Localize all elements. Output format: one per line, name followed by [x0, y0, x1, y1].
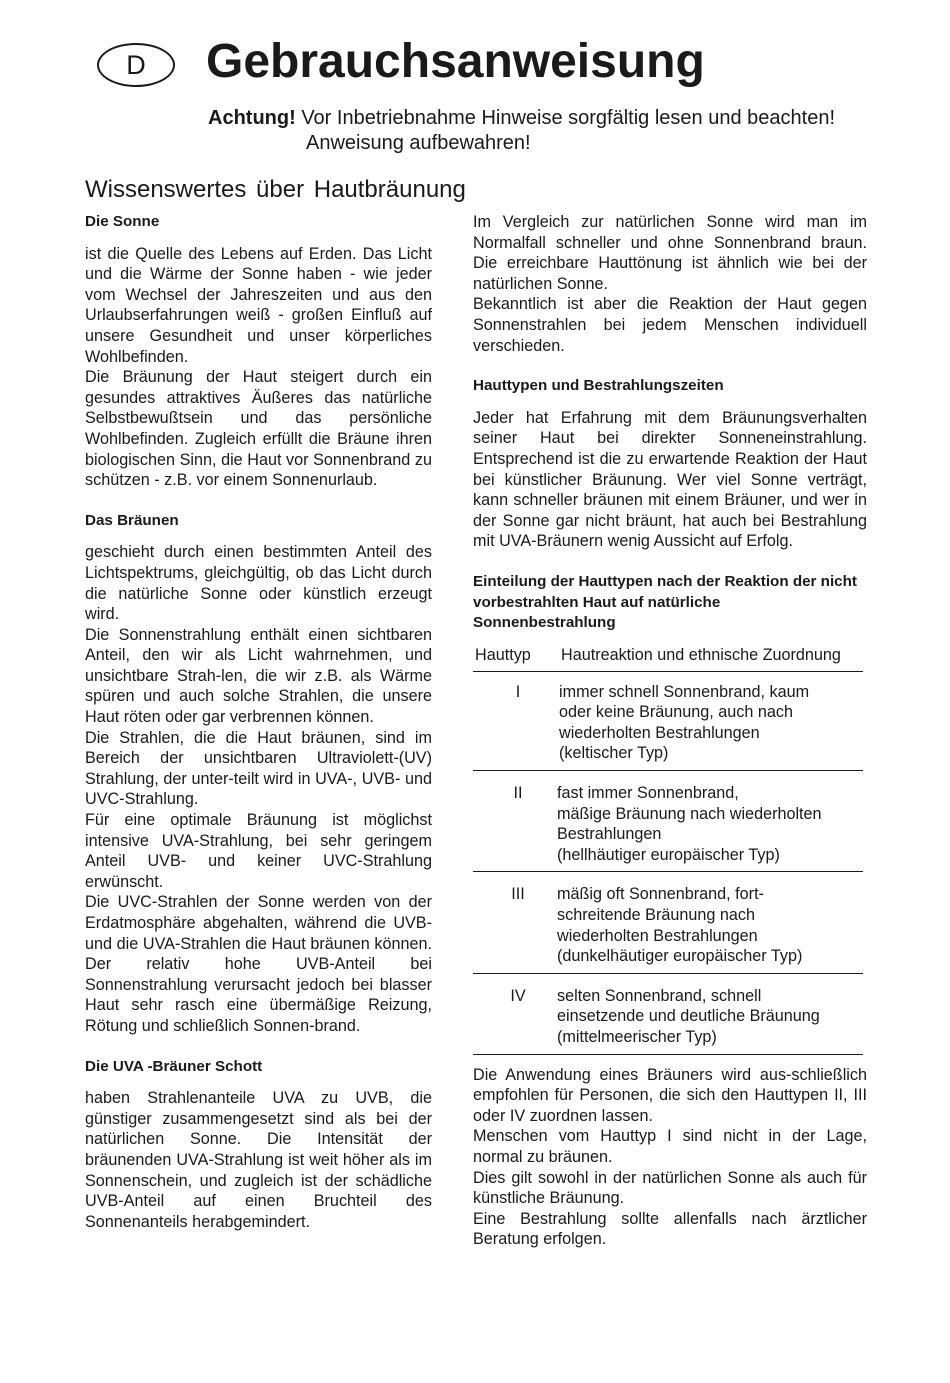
table-row: [473, 672, 863, 771]
table-cell-reaction: [557, 682, 863, 764]
warning-line-2: Anweisung aufbewahren!: [306, 132, 531, 154]
table-cell-reaction: [557, 884, 863, 966]
reaction-line: schreitende Bräunung nach: [557, 906, 755, 925]
reaction-line: (mittelmeerischer Typ): [557, 1028, 717, 1046]
reaction-line: wiederholten Bestrahlungen: [559, 723, 760, 742]
paragraph: Im Vergleich zur natürlichen Sonne wird man im Normalfall schneller und ohne Sonnenbrand braun. Die erreichbare Hauttönung ist ähnlich wie bei der natürlichen Sonne.: [473, 213, 867, 293]
heading-uva-braeuner: Die UVA -Bräuner Schott: [85, 1057, 263, 1075]
table-cell-reaction: [557, 986, 863, 1048]
paragraph: Dies gilt sowohl in der natürlichen Sonne als auch für künstliche Bräunung.: [473, 1168, 867, 1208]
reaction-line: mäßig oft Sonnenbrand, fort-: [557, 885, 764, 904]
table-cell-type: III: [511, 885, 525, 904]
paragraph: Die Sonnenstrahlung enthält einen sichtbaren Anteil, den wir als Licht wahrnehmen, und unsichtbare Strah-len, die wir z.B. als Wärme spüren und auch solche Strahlen, die unsere Haut röten oder gar verbrennen können.: [85, 625, 432, 727]
right-column: [473, 212, 867, 1250]
heading-hauttypen: Hauttypen und Bestrahlungszeiten: [473, 377, 724, 395]
reaction-line: (hellhäutiger europäischer Typ): [557, 845, 780, 864]
paragraph: Für eine optimale Bräunung ist möglichst intensive UVA-Strahlung, bei sehr geringem Anteil UVB- und keiner UVC-Strahlung erwünscht.: [85, 811, 432, 891]
left-column: [85, 212, 432, 1232]
reaction-line: oder keine Bräunung, auch nach: [559, 703, 793, 722]
table-header-hauttyp: Hauttyp: [475, 645, 531, 664]
table-header-reaktion: Hautreaktion und ethnische Zuordnung: [561, 645, 841, 664]
heading-die-sonne: Die Sonne: [85, 213, 160, 230]
skin-type-table: [473, 645, 863, 1055]
reaction-line: (keltischer Typ): [559, 744, 669, 763]
page-header: [0, 0, 950, 170]
paragraph: ist die Quelle des Lebens auf Erden. Das Licht und die Wärme der Sonne haben - wie jeder vom Wechsel der Jahreszeiten und aus den Urlaubserfahrungen weiß - großen Einfluß auf unsere Gesundheit und unser körperliches Wohlbefinden.: [85, 244, 432, 366]
table-cell-type: I: [515, 682, 521, 701]
table-cell-reaction: [557, 783, 863, 865]
reaction-line: fast immer Sonnenbrand,: [557, 784, 739, 803]
paragraph: Die Bräunung der Haut steigert durch ein gesundes attraktives Äußeres das natürliche Selbstbewußtsein und das persönliche Wohlbefinden. Zugleich erfüllt die Bräune ihren biologischen Sinn, die Haut vor Sonnenbrand zu schützen - z.B. vor einem Sonnenurlaub.: [85, 368, 432, 490]
reaction-line: wiederholten Bestrahlungen: [557, 926, 758, 945]
paragraph: geschieht durch einen bestimmten Anteil des Lichtspektrums, gleichgültig, ob das Licht durch die natürliche Sonne oder künstlich erzeugt wird.: [85, 543, 432, 624]
table-cell-type: IV: [510, 986, 526, 1005]
table-row: [473, 872, 863, 973]
section-title: Wissenswertes über Hautbräunung: [85, 176, 466, 203]
reaction-line: immer schnell Sonnenbrand, kaum: [559, 682, 810, 701]
paragraph: Die UVC-Strahlen der Sonne werden von der Erdatmosphäre abgehalten, während die UVB- und die UVA-Strahlen die Haut bräunen können. Der relativ hohe UVB-Anteil bei Sonnenstrahlung verursacht jedoch bei blasser Haut sehr rasch eine übermäßige Reizung, Rötung und schließlich Sonnen-brand.: [85, 893, 432, 1035]
paragraph: Die Strahlen, die die Haut bräunen, sind im Bereich der unsichtbaren Ultraviolett-(UV) Strahlung, der unter-teilt wird in UVA-, UVB- und UVC-Strahlung.: [85, 728, 432, 809]
table-cell-type: II: [513, 784, 523, 803]
table-row: [473, 771, 863, 872]
warning-line-1: [208, 106, 835, 130]
reaction-line: Bestrahlungen: [557, 825, 662, 844]
table-header: [473, 645, 863, 672]
paragraph: Die Anwendung eines Bräuners wird aus-schließlich empfohlen für Personen, die sich den Hauttypen II, III oder IV zuordnen lassen.: [473, 1065, 867, 1125]
reaction-line: mäßige Bräunung nach wiederholten: [557, 804, 822, 823]
warning-text: Vor Inbetriebnahme Hinweise sorgfältig lesen und beachten!: [295, 107, 835, 129]
paragraph: Menschen vom Hauttyp I sind nicht in der Lage, normal zu bräunen.: [473, 1127, 867, 1166]
reaction-line: einsetzende und deutliche Bräunung: [557, 1007, 820, 1026]
reaction-line: (dunkelhäutiger europäischer Typ): [557, 947, 803, 966]
country-code-badge: D: [97, 43, 175, 87]
paragraph: haben Strahlenanteile UVA zu UVB, die günstiger zusammengesetzt sind als bei der natürlichen Sonne. Die Intensität der bräunenden UVA-Strahlung ist weit höher als im Sonnenschein, und zugleich ist der schädliche UVB-Anteil auf einen Bruchteil des Sonnenanteils herabgemindert.: [85, 1089, 432, 1231]
paragraph: Bekanntlich ist aber die Reaktion der Haut gegen Sonnenstrahlen bei jedem Menschen individuell verschieden.: [473, 295, 867, 355]
heading-einteilung: Einteilung der Hauttypen nach der Reaktion der nicht vorbestrahlten Haut auf natürliche Sonnenbestrahlung: [473, 572, 857, 632]
reaction-line: selten Sonnenbrand, schnell: [557, 986, 762, 1005]
paragraph: Jeder hat Erfahrung mit dem Bräunungsverhalten seiner Haut bei direkter Sonneneinstrahlung. Entsprechend ist die zu erwartende Reaktion der Haut bei künstlicher Bräunung. Wer viel Sonne verträgt, kann schneller bräunen mit einem Bräuner, und wer in der Sonne gar nicht bräunt, hat auch bei Bestrahlung mit UVA-Bräunern wenig Aussicht auf Erfolg.: [473, 408, 867, 551]
page-title: Gebrauchsanweisung: [206, 35, 705, 88]
paragraph: Eine Bestrahlung sollte allenfalls nach ärztlicher Beratung erfolgen.: [473, 1209, 867, 1249]
heading-das-braeunen: Das Bräunen: [85, 511, 179, 529]
warning-bold: Achtung!: [208, 107, 296, 129]
table-row: [473, 974, 863, 1055]
